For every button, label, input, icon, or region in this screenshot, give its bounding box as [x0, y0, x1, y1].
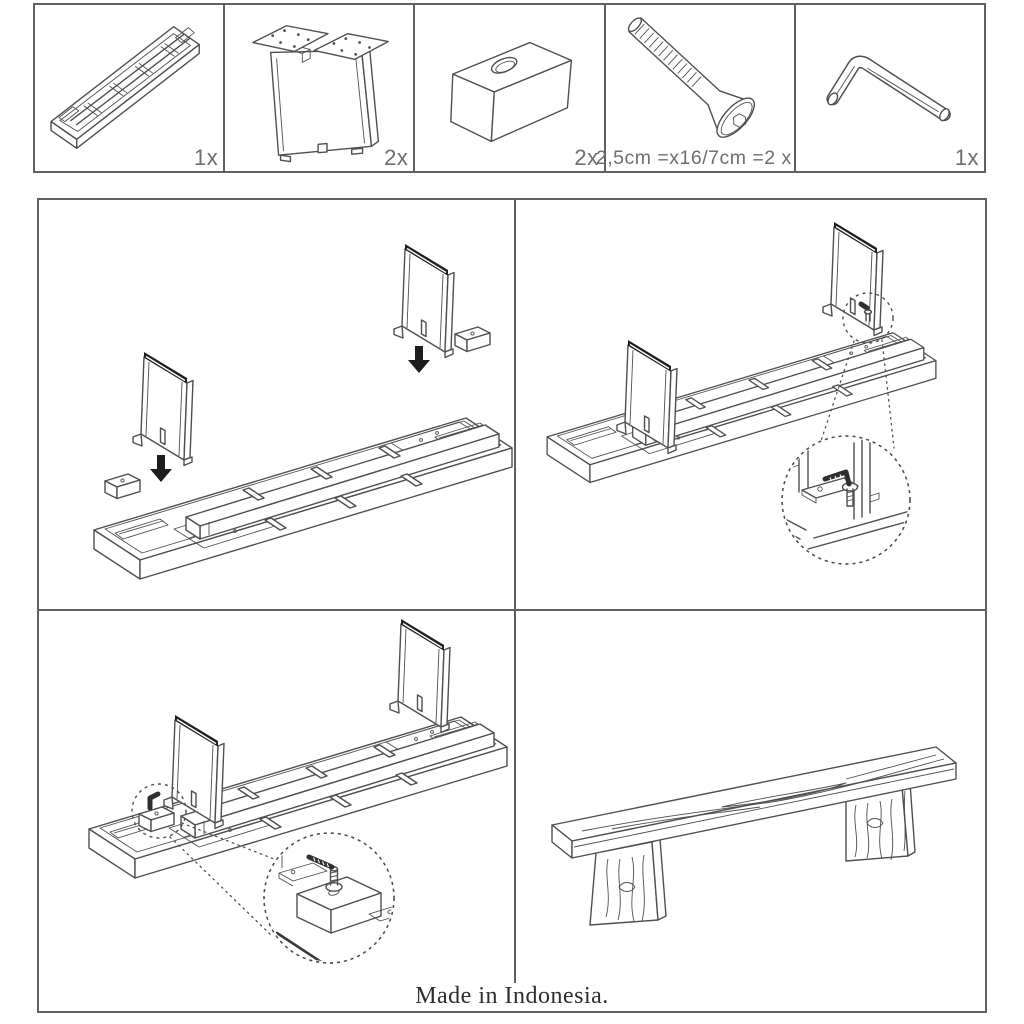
part-qty: 2x: [384, 145, 409, 170]
part-box-allen-key: [796, 5, 984, 171]
part-box-wood-block: [415, 5, 605, 171]
step-2-diagram: [516, 200, 985, 609]
assembly-steps: [37, 198, 987, 1013]
steps-divider-vertical-top: [514, 200, 516, 609]
made-in-label: Made in Indonesia.: [415, 983, 609, 1009]
step-1-diagram: [39, 200, 514, 609]
step-3-diagram: [39, 611, 514, 1011]
step-4-diagram: [516, 611, 985, 1011]
part-qty: 1x: [954, 145, 980, 170]
part-box-bolt: [595, 5, 796, 171]
part-qty: 2x: [574, 145, 599, 170]
parts-list: [33, 3, 986, 173]
part-qty: 2,5cm =x16/7cm =2 x: [595, 147, 792, 169]
part-box-leg-panel: [225, 5, 415, 171]
steps-divider-vertical-bottom: [514, 611, 516, 983]
part-box-rail-plank: [35, 5, 225, 171]
part-qty: 1x: [193, 145, 219, 170]
steps-divider-horizontal: [39, 609, 985, 611]
